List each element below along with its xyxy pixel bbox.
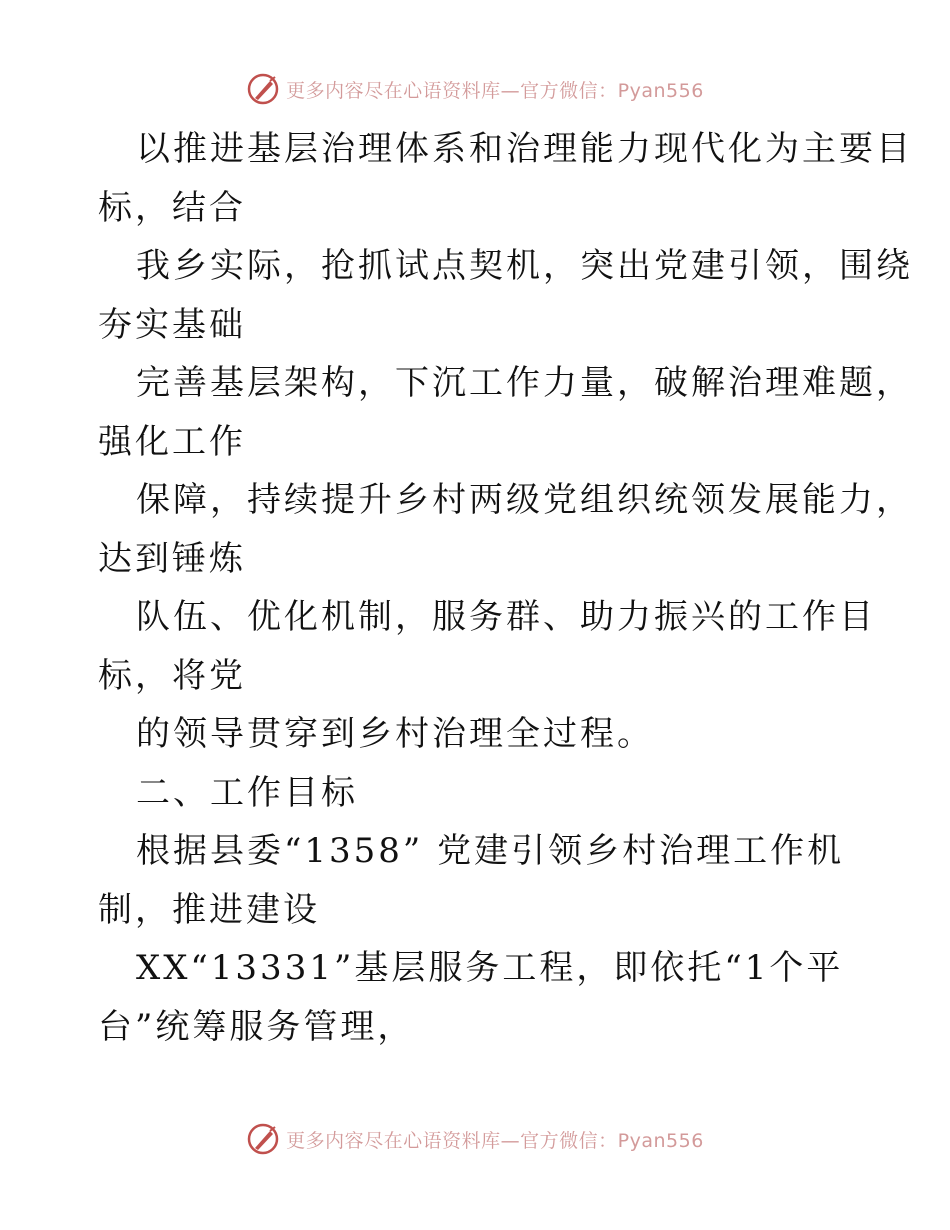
body-line: 强化工作 — [98, 421, 246, 462]
header-watermark-text: 更多内容尽在心语资料库—官方微信：Pyan556 — [286, 79, 704, 102]
section-heading: 二、工作目标 — [136, 772, 358, 813]
body-line: 完善基层架构，下沉工作力量，破解治理难题， — [136, 363, 913, 403]
header-watermark — [0, 72, 950, 106]
body-line: 队伍、优化机制，服务群、助力振兴的工作目 — [136, 597, 876, 637]
document-body — [98, 120, 913, 1056]
body-line: 以推进基层治理体系和治理能力现代化为主要目 — [136, 129, 913, 169]
body-line: 我乡实际，抢抓试点契机，突出党建引领，围绕 — [136, 246, 913, 286]
body-line: 标，将党 — [98, 655, 246, 696]
body-line: 台”统筹服务管理， — [98, 1006, 415, 1047]
body-line: 保障，持续提升乡村两级党组织统领发展能力， — [136, 480, 913, 520]
body-line: XX“13331”基层服务工程，即依托“1个平 — [136, 948, 844, 988]
body-line: 达到锤炼 — [98, 538, 246, 579]
body-line: 根据县委“1358” 党建引领乡村治理工作机 — [136, 831, 845, 871]
quill-pen-logo-icon — [246, 72, 280, 106]
quill-pen-logo-icon — [246, 1122, 280, 1156]
footer-watermark — [0, 1122, 950, 1156]
body-line: 的领导贯穿到乡村治理全过程。 — [136, 714, 654, 754]
body-line: 制，推进建设 — [98, 889, 320, 930]
footer-watermark-text: 更多内容尽在心语资料库—官方微信：Pyan556 — [286, 1129, 704, 1152]
body-line: 标，结合 — [98, 187, 246, 228]
body-line: 夯实基础 — [98, 304, 246, 345]
